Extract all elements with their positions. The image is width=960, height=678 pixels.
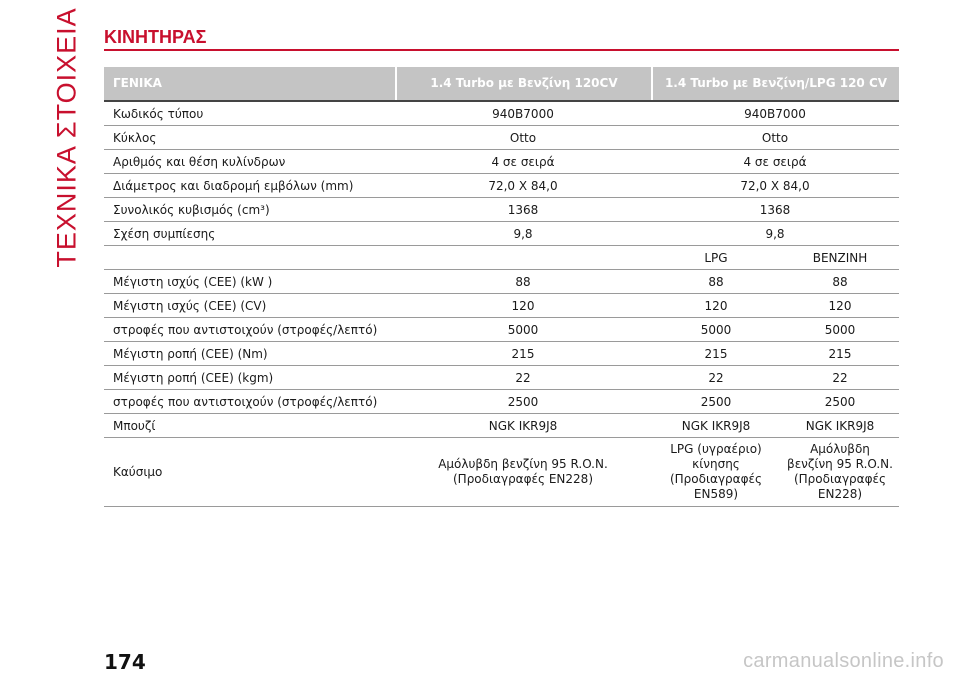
cell-petrol: Otto (395, 126, 651, 150)
cell-lpg: 5000 (651, 318, 781, 342)
table-row-fuel (104, 438, 899, 507)
fuel-subheader-row (104, 246, 899, 270)
header-general: ΓΕΝΙΚΑ (104, 67, 395, 100)
table-row (104, 414, 899, 438)
table-row (104, 102, 899, 126)
cell-lpg-petrol: 88 (781, 270, 899, 294)
cell-petrol: 88 (395, 270, 651, 294)
cell-lpg: 2500 (651, 390, 781, 414)
cell-lpg: 22 (651, 366, 781, 390)
cell-petrol: NGK IKR9J8 (395, 414, 651, 438)
fuel-line: (Προδιαγραφές (669, 472, 763, 486)
row-label: Μπουζί (104, 414, 395, 438)
row-label: Μέγιστη ισχύς (CEE) (CV) (104, 294, 395, 318)
cell-petrol: 22 (395, 366, 651, 390)
table-row (104, 366, 899, 390)
fuel-line: LPG (υγραέριο) (670, 442, 762, 456)
cell-lpg-engine: 1368 (651, 198, 899, 222)
cell-lpg-petrol: 5000 (781, 318, 899, 342)
cell-lpg-engine: Otto (651, 126, 899, 150)
section-title: ΚΙΝΗΤΗΡΑΣ (104, 27, 207, 47)
table-row (104, 174, 899, 198)
table-row (104, 318, 899, 342)
cell-lpg: NGK IKR9J8 (651, 414, 781, 438)
row-label: Συνολικός κυβισμός (cm³) (104, 198, 395, 222)
watermark: carmanualsonline.info (743, 650, 944, 672)
fuel-line: κίνησης (692, 457, 740, 471)
side-chapter-tab (50, 7, 84, 268)
row-label: Μέγιστη ροπή (CEE) (kgm) (104, 366, 395, 390)
table-row (104, 270, 899, 294)
row-label: Μέγιστη ισχύς (CEE) (kW ) (104, 270, 395, 294)
cell-lpg-engine: 940B7000 (651, 102, 899, 126)
row-label: Καύσιμο (104, 438, 395, 507)
side-chapter-label: ΤΕΧΝΙΚΑ ΣΤΟΙΧΕΙΑ (51, 7, 82, 268)
row-label: Κωδικός τύπου (104, 102, 395, 126)
table-row (104, 198, 899, 222)
cell-lpg: 120 (651, 294, 781, 318)
cell-lpg-fuel (651, 438, 781, 507)
cell-petrol: 120 (395, 294, 651, 318)
fuel-line: (Προδιαγραφές EN228) (452, 472, 593, 486)
table-row (104, 390, 899, 414)
fuel-line: EN589) (693, 487, 739, 501)
subheader-lpg: LPG (651, 246, 781, 270)
cell-lpg-engine: 72,0 X 84,0 (651, 174, 899, 198)
row-label: στροφές που αντιστοιχούν (στροφές/λεπτό) (104, 318, 395, 342)
fuel-line: Αμόλυβδη (810, 442, 870, 456)
cell-lpg-petrol: 120 (781, 294, 899, 318)
cell-lpg-petrol: 2500 (781, 390, 899, 414)
cell-empty (395, 246, 651, 270)
table-row (104, 222, 899, 246)
subheader-petrol: BENZINH (781, 246, 899, 270)
cell-petrol: 940B7000 (395, 102, 651, 126)
row-label: Μέγιστη ροπή (CEE) (Nm) (104, 342, 395, 366)
table-row (104, 342, 899, 366)
header-petrol-engine: 1.4 Turbo με Βενζίνη 120CV (397, 67, 651, 100)
fuel-line: Αμόλυβδη βενζίνη 95 R.O.N. (438, 457, 608, 471)
row-label: Διάμετρος και διαδρομή εμβόλων (mm) (104, 174, 395, 198)
cell-petrol-fuel (395, 438, 651, 507)
table-header (104, 67, 899, 100)
row-label-empty (104, 246, 395, 270)
cell-lpg-petrol: NGK IKR9J8 (781, 414, 899, 438)
row-label: Κύκλος (104, 126, 395, 150)
cell-lpg-engine: 4 σε σειρά (651, 150, 899, 174)
fuel-line: EN228) (817, 487, 863, 501)
cell-lpg-petrol-fuel (781, 438, 899, 507)
table-row (104, 294, 899, 318)
fuel-line: βενζίνη 95 R.O.N. (787, 457, 893, 471)
cell-lpg-petrol: 215 (781, 342, 899, 366)
section-title-rule (104, 49, 899, 51)
cell-petrol: 1368 (395, 198, 651, 222)
row-label: στροφές που αντιστοιχούν (στροφές/λεπτό) (104, 390, 395, 414)
cell-petrol: 2500 (395, 390, 651, 414)
cell-petrol: 72,0 X 84,0 (395, 174, 651, 198)
cell-lpg: 88 (651, 270, 781, 294)
row-label: Σχέση συμπίεσης (104, 222, 395, 246)
cell-lpg-petrol: 22 (781, 366, 899, 390)
table-row (104, 126, 899, 150)
table-row (104, 150, 899, 174)
page-number: 174 (104, 650, 146, 674)
cell-petrol: 4 σε σειρά (395, 150, 651, 174)
cell-lpg: 215 (651, 342, 781, 366)
cell-petrol: 9,8 (395, 222, 651, 246)
engine-spec-table (104, 102, 899, 507)
cell-lpg-engine: 9,8 (651, 222, 899, 246)
header-lpg-engine: 1.4 Turbo με Βενζίνη/LPG 120 CV (653, 67, 899, 100)
cell-petrol: 5000 (395, 318, 651, 342)
row-label: Αριθμός και θέση κυλίνδρων (104, 150, 395, 174)
cell-petrol: 215 (395, 342, 651, 366)
fuel-line: (Προδιαγραφές (793, 472, 887, 486)
